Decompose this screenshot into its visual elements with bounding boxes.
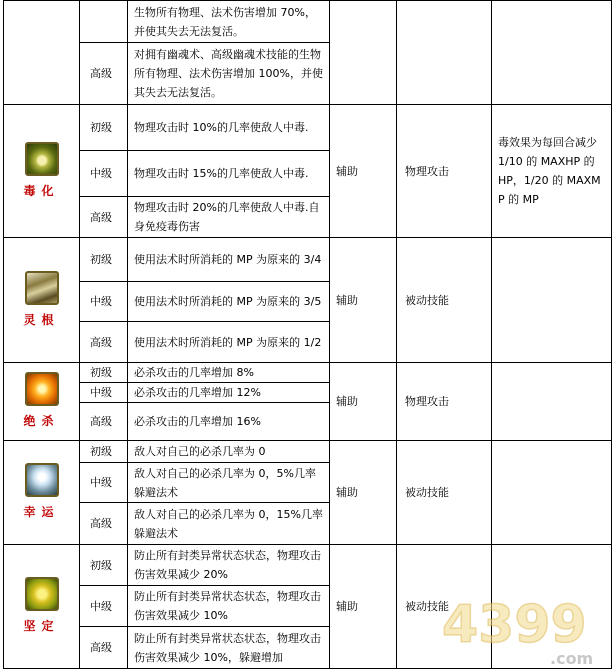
level-cell: 高级 (80, 43, 128, 105)
skill-table (3, 0, 612, 669)
table-row (4, 545, 612, 586)
table-row (4, 238, 612, 282)
table-row (4, 441, 612, 463)
skill-name-cell (4, 363, 80, 441)
type-cell: 辅助 (330, 238, 397, 363)
level-cell: 中级 (80, 151, 128, 197)
level-cell: 初级 (80, 105, 128, 151)
type-cell: 辅助 (330, 545, 397, 669)
category-cell: 物理攻击 (397, 105, 492, 238)
type-cell: 辅助 (330, 441, 397, 545)
level-cell: 初级 (80, 363, 128, 383)
category-cell: 被动技能 (397, 545, 492, 669)
table-row (4, 105, 612, 151)
level-cell: 高级 (80, 503, 128, 545)
poison-icon (25, 142, 59, 176)
table-row (4, 363, 612, 383)
watermark-domain: .com (550, 649, 594, 668)
level-cell (80, 1, 128, 43)
effect-cell: 防止所有封类异常状态状态，物理攻击伤害效果减少 10%，躲避增加 (128, 627, 330, 669)
spirit-root-icon (25, 271, 59, 305)
level-cell: 高级 (80, 403, 128, 441)
level-cell: 高级 (80, 627, 128, 669)
skill-name: 绝杀 (23, 414, 60, 428)
name-cell (4, 1, 80, 105)
effect-cell: 敌人对自己的必杀几率为 0，15%几率躲避法术 (128, 503, 330, 545)
effect-cell: 物理攻击时 10%的几率使敌人中毒. (128, 105, 330, 151)
skill-name: 灵根 (23, 312, 60, 327)
category-cell: 被动技能 (397, 238, 492, 363)
type-cell: 辅助 (330, 105, 397, 238)
skill-name-cell (4, 238, 80, 363)
effect-cell: 防止所有封类异常状态状态，物理攻击伤害效果减少 20% (128, 545, 330, 586)
effect-cell: 敌人对自己的必杀几率为 0 (128, 441, 330, 463)
effect-cell: 使用法术时所消耗的 MP 为原来的 3/4 (128, 238, 330, 282)
effect-cell: 防止所有封类异常状态状态，物理攻击伤害效果减少 10% (128, 586, 330, 627)
skill-name: 坚定 (23, 619, 60, 633)
level-cell: 初级 (80, 238, 128, 282)
level-cell: 中级 (80, 586, 128, 627)
level-cell: 初级 (80, 545, 128, 586)
effect-cell: 物理攻击时 15%的几率使敌人中毒. (128, 151, 330, 197)
watermark-digits: 4399 (442, 595, 587, 655)
level-cell: 高级 (80, 322, 128, 363)
note-cell (492, 441, 612, 545)
luck-icon (25, 463, 59, 497)
effect-cell: 必杀攻击的几率增加 16% (128, 403, 330, 441)
note-cell (492, 363, 612, 441)
level-cell: 中级 (80, 463, 128, 503)
effect-cell: 生物所有物理、法术伤害增加 70%，并使其失去无法复活。 (128, 1, 330, 43)
skill-name: 幸运 (23, 505, 60, 519)
skill-name: 毒化 (23, 183, 60, 198)
effect-cell: 使用法术时所消耗的 MP 为原来的 3/5 (128, 282, 330, 322)
effect-cell: 对拥有幽魂术、高级幽魂术技能的生物所有物理、法术伤害增加 100%，并使其失去无法复活。 (128, 43, 330, 105)
effect-cell: 必杀攻击的几率增加 8% (128, 363, 330, 383)
level-cell: 中级 (80, 282, 128, 322)
note-cell (492, 545, 612, 669)
effect-cell: 必杀攻击的几率增加 12% (128, 383, 330, 403)
level-cell: 高级 (80, 197, 128, 238)
skill-name-cell (4, 105, 80, 238)
skill-name-cell (4, 545, 80, 669)
critical-icon (25, 372, 59, 406)
effect-cell: 使用法术时所消耗的 MP 为原来的 1/2 (128, 322, 330, 363)
type-cell (330, 1, 397, 105)
note-cell (492, 1, 612, 105)
table-row (4, 1, 612, 43)
effect-cell: 物理攻击时 20%的几率使敌人中毒.自身免疫毒伤害 (128, 197, 330, 238)
note-cell: 毒效果为每回合减少 1/10 的 MAXHP 的 HP，1/20 的 MAXMP 的 MP (492, 105, 612, 238)
skill-name-cell (4, 441, 80, 545)
type-cell: 辅助 (330, 363, 397, 441)
effect-cell: 敌人对自己的必杀几率为 0，5%几率躲避法术 (128, 463, 330, 503)
category-cell: 物理攻击 (397, 363, 492, 441)
level-cell: 初级 (80, 441, 128, 463)
steady-icon (25, 577, 59, 611)
note-cell (492, 238, 612, 363)
category-cell: 被动技能 (397, 441, 492, 545)
level-cell: 中级 (80, 383, 128, 403)
category-cell (397, 1, 492, 105)
